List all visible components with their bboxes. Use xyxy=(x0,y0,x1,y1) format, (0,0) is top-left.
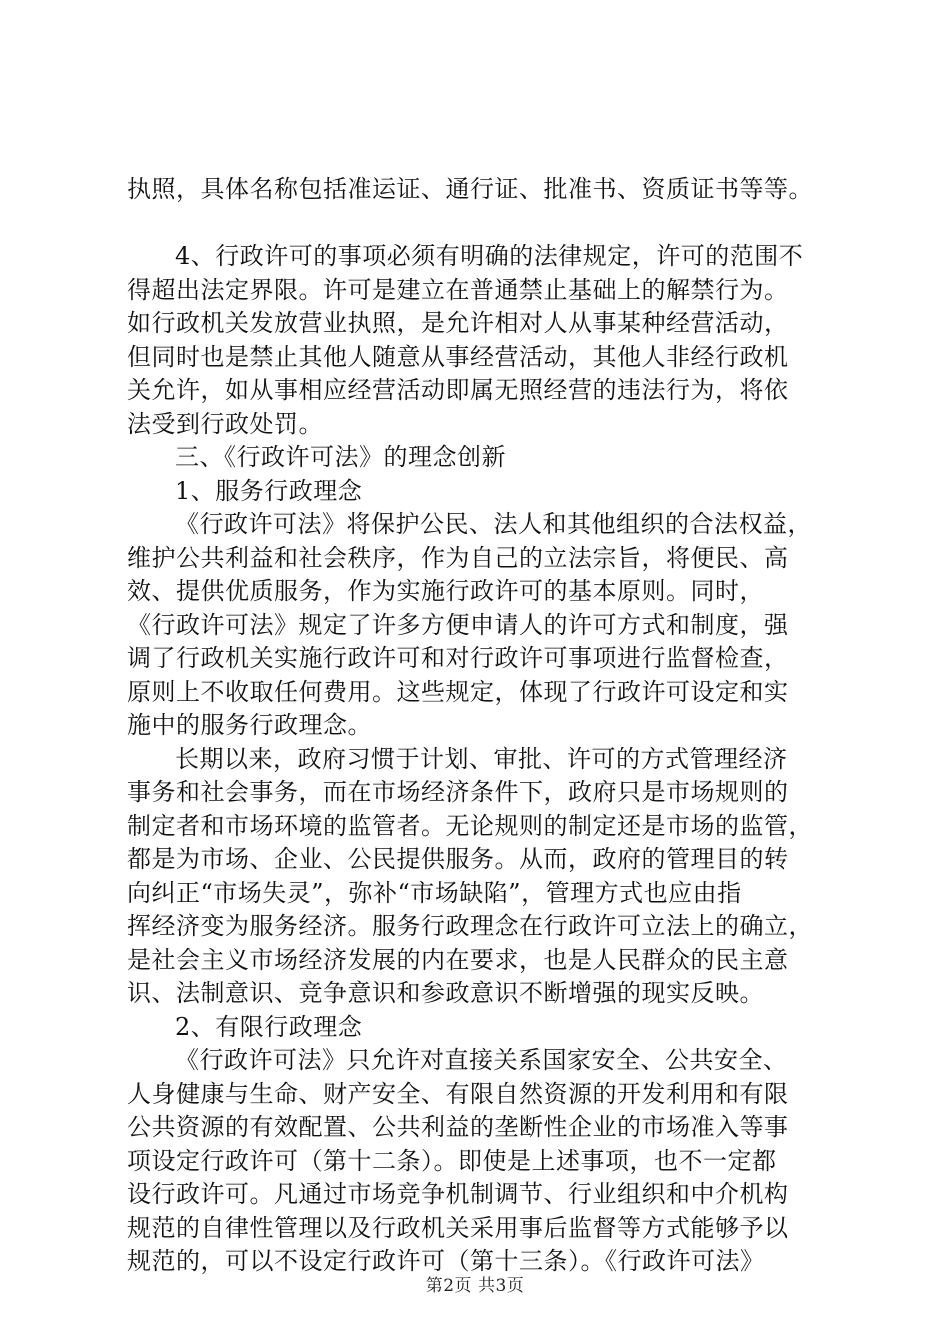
text-line: 规范的，可以不设定行政许可（第十三条）。《行政许可法》 xyxy=(127,1247,765,1275)
text-line: 公共资源的有效配置、公共利益的垄断性企业的市场准入等事 xyxy=(127,1113,789,1141)
text-line: 如行政机关发放营业执照，是允许相对人从事某种经营活动， xyxy=(127,309,789,337)
text-line: 设行政许可。凡通过市场竞争机制调节、行业组织和中介机构 xyxy=(127,1180,789,1208)
text-line: 4、行政许可的事项必须有明确的法律规定，许可的范围不 xyxy=(175,242,804,270)
text-line: 《行政许可法》规定了许多方便申请人的许可方式和制度，强 xyxy=(127,610,789,639)
text-line: 事务和社会事务，而在市场经济条件下，政府只是市场规则的 xyxy=(127,778,789,806)
text-line: 效、提供优质服务，作为实施行政许可的基本原则。同时， xyxy=(127,577,764,605)
text-line: 调了行政机关实施行政许可和对行政许可事项进行监督检查， xyxy=(127,644,789,672)
document-body xyxy=(127,173,847,1279)
text-line: 规范的自律性管理以及行政机关采用事后监督等方式能够予以 xyxy=(127,1213,789,1242)
paragraph-spacer xyxy=(127,207,847,241)
text-line: 原则上不收取任何费用。这些规定，体现了行政许可设定和实 xyxy=(127,677,789,706)
text-line: 制定者和市场环境的监管者。无论规则的制定还是市场的监管， xyxy=(127,811,813,840)
text-line: 关允许，如从事相应经营活动即属无照经营的违法行为，将依 xyxy=(127,376,789,404)
subsection-heading: 1、服务行政理念 xyxy=(175,476,363,505)
text-line: 施中的服务行政理念。 xyxy=(127,711,372,739)
text-line: 识、法制意识、竞争意识和参政意识不断增强的现实反映。 xyxy=(127,979,764,1007)
page-number-footer: 第2页 共3页 xyxy=(425,1276,525,1296)
text-line: 长期以来，政府习惯于计划、审批、许可的方式管理经济 xyxy=(175,744,788,773)
section-heading: 三、《行政许可法》的理念创新 xyxy=(175,443,506,471)
text-line: 项设定行政许可（第十二条）。即使是上述事项，也不一定都 xyxy=(127,1146,777,1175)
text-line: 《行政许可法》只允许对直接关系国家安全、公共安全、 xyxy=(175,1046,788,1074)
text-line: 维护公共利益和社会秩序，作为自己的立法宗旨，将便民、高 xyxy=(127,543,789,572)
text-line: 挥经济变为服务经济。服务行政理念在行政许可立法上的确立， xyxy=(127,912,813,940)
text-line: 执照，具体名称包括准运证、通行证、批准书、资质证书等等。 xyxy=(127,175,813,203)
text-line: 法受到行政处罚。 xyxy=(127,409,323,438)
text-line: 但同时也是禁止其他人随意从事经营活动，其他人非经行政机 xyxy=(127,342,789,371)
text-line: 人身健康与生命、财产安全、有限自然资源的开发利用和有限 xyxy=(127,1079,789,1108)
text-line: 《行政许可法》将保护公民、法人和其他组织的合法权益， xyxy=(175,510,812,538)
subsection-heading: 2、有限行政理念 xyxy=(175,1012,363,1041)
text-line: 都是为市场、企业、公民提供服务。从而，政府的管理目的转 xyxy=(127,845,789,873)
text-line: 向纠正“市场失灵”，弥补“市场缺陷”，管理方式也应由指 xyxy=(127,878,742,907)
text-line: 是社会主义市场经济发展的内在要求，也是人民群众的民主意 xyxy=(127,945,789,974)
text-line: 得超出法定界限。许可是建立在普通禁止基础上的解禁行为。 xyxy=(127,275,789,304)
